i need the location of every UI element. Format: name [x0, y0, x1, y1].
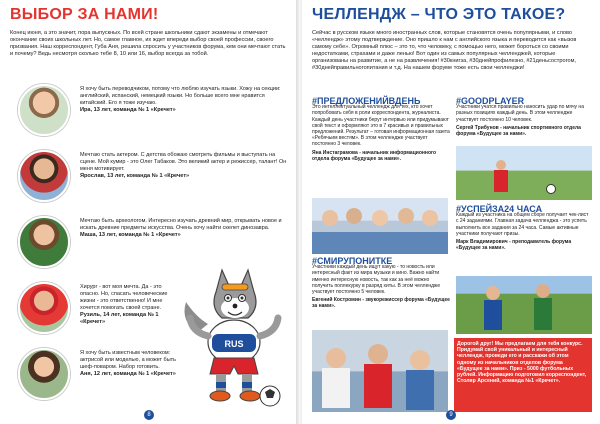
quote-text: Я хочу быть переводчиком, потому что люблю изучать языки. Хожу на секции: английский, испанский, немецкий языки. Но больше всего мне нравится китайский. Его я тоже изучаю.	[80, 86, 281, 106]
team-photo	[456, 276, 592, 334]
svg-text:RUS: RUS	[224, 339, 244, 349]
students-photo	[312, 330, 448, 412]
quote-signature: Рузиль, 14 лет, команда № 1 «Кречет»	[80, 312, 159, 325]
right-page-title: ЧЕЛЛЕНДЖ – ЧТО ЭТО ТАКОЕ?	[312, 6, 566, 23]
challenge-block	[456, 206, 592, 251]
challenge-hashtag: #GOODPLAYER	[456, 96, 525, 106]
group-photo	[312, 198, 448, 254]
quote-signature: Аня, 12 лет, команда № 1 «Кречет»	[80, 371, 176, 377]
football-photo	[456, 146, 592, 200]
person-quote	[80, 86, 290, 114]
page-number: 8	[144, 410, 154, 420]
quote-signature: Ира, 13 лет, команда № 1 «Кречет»	[80, 107, 176, 113]
person-card	[10, 146, 296, 206]
person-card	[10, 80, 296, 140]
challenge-text: Участники учатся правильно наносить удар по мячу на разных позициях каждый день. В этом челлендже участвует постоянно 10 человек.	[456, 104, 584, 123]
contest-promo-box: Дорогой друг! Мы предлагаем для тебя конкурс. Придумай свой уникальный и интересный челлендж, проведи его и расскажи об этом одному из начальников отделов форума «Будущее за нами». Приз - 5000 футбольных рублей. Информацию подготовил корреспондент, Столяр Арсений, команда №1 «Кречет».	[454, 338, 592, 412]
challenge-hashtag: #УСПЕЙЗА24 ЧАСА	[456, 204, 543, 214]
avatar	[18, 216, 70, 268]
avatar	[18, 348, 70, 400]
challenge-block	[456, 98, 592, 137]
challenge-author: Яна Инстаграмова - начальник информационного отдела форума «Будущее за нами».	[312, 149, 437, 162]
left-intro: Конец июня, а это значит, пора выпускных. По всей стране школьники сдают экзамены и отмечают окончание своих школьных лет. Но, самое главное, их ждет впереди выбор своей профессии, своего призвания. Наш корреспондент, Губа Аня, решила спросить у участников форума, кем они мечтают стать и почему? Ведь несмотря сколько тебе 8, 10 или 16, выбор всегда за тобой.	[10, 30, 286, 57]
left-page-title: ВЫБОР ЗА НАМИ!	[10, 6, 159, 23]
challenge-author: Марк Владимирович - преподаватель форума «Будущее за нами».	[456, 239, 572, 252]
quote-text: Хирург - вот моя мечта. Да - это опасно. Но, спасать человеческие жизни - это ответственно! И мне хочется помогать своей стране.	[80, 284, 168, 311]
quote-text: Я хочу быть известным человеком: актрисой или моделью, а может быть шеф-поваром. Набор готовить.	[80, 350, 177, 370]
quote-text: Мечтаю стать актером. С детства обожаю смотреть фильмы и выступать на сцене. Мой кумир - это Олег Табаков. Это великий актер и режиссер, талант! Он меня мотивирует.	[80, 152, 287, 172]
challenge-author: Сергей Трибунов - начальник спортивного отдела форума «Будущее за нами».	[456, 124, 581, 138]
challenge-author: Евгений Костромин - звукорежиссер форума «Будущее за нами».	[312, 297, 450, 310]
person-quote	[80, 284, 180, 326]
wolf-mascot-illustration	[178, 262, 290, 412]
person-quote	[80, 218, 290, 239]
person-quote	[80, 350, 180, 378]
quote-signature: Ярослав, 13 лет, команда № 1 «Кречет»	[80, 173, 190, 179]
quote-text: Мечтаю быть археологом. Интересно изучать древний мир, открывать новое и искать древние предметы искусства. Очень хочу найти скелет динозавра.	[80, 218, 282, 231]
challenge-block	[312, 98, 450, 162]
page-number: 9	[446, 410, 456, 420]
challenge-hashtag: #СМИРУПОНИТКЕ	[312, 256, 393, 266]
challenge-text: Каждый из участника на общем сборе получает чек-лист с 24 заданиями. Главная задача челленджа - это успеть выполнить все задания за 24 часа. Самые активные участники получают призы.	[456, 212, 589, 237]
challenge-hashtag: #ПРЕДЛОЖЕНИЙВДЕНЬ	[312, 96, 421, 106]
right-page	[302, 0, 600, 424]
challenge-text: Участники каждый день ищут какую - то новость или интересный факт из мира музыки и кино. Важно найти именно интересную новость, так как за неё можно получить поплекурку в разряд хиты. В этом челлендже участвует постоянно 5 человек.	[312, 264, 441, 296]
challenge-text: Это интеллектуальный челлендж для тех, кто хочет попробовать себя в роли корреспондента, журналиста. Каждый день участники берут интервью или придумывают свой текст и оформляют это в 7 красивых и правильных предложений. Результат – готовая информационная газета «Ребячьим вестям». В этом челлендже участвует постоянно 3 человек.	[312, 104, 450, 148]
quote-signature: Маша, 13 лет, команда № 1 «Кречет»	[80, 232, 181, 238]
avatar	[18, 282, 70, 334]
challenge-block	[312, 258, 450, 310]
left-page	[0, 0, 298, 424]
avatar	[18, 150, 70, 202]
right-intro: Сейчас в русском языке много иностранных слов, которые становятся очень популярными, и слово «челлендж» этому подтверждение. Оно пришло к нам с английского языка и переводится как «вызов самому себе». Огромный плюс – это то, что человеку, с помощью него, может бороться со своими недостатками, страхами и даже ленью! Вот один из самых популярных челленджей, которые организованы на развитие, а не на развлечения! #30книгза, #30днейпрофилезно, #21деньсострогом, #30днейправильногопитания и т.д. На нашем форуме тоже есть свои челленджи!	[312, 30, 577, 71]
person-quote	[80, 152, 290, 180]
avatar	[18, 84, 70, 136]
